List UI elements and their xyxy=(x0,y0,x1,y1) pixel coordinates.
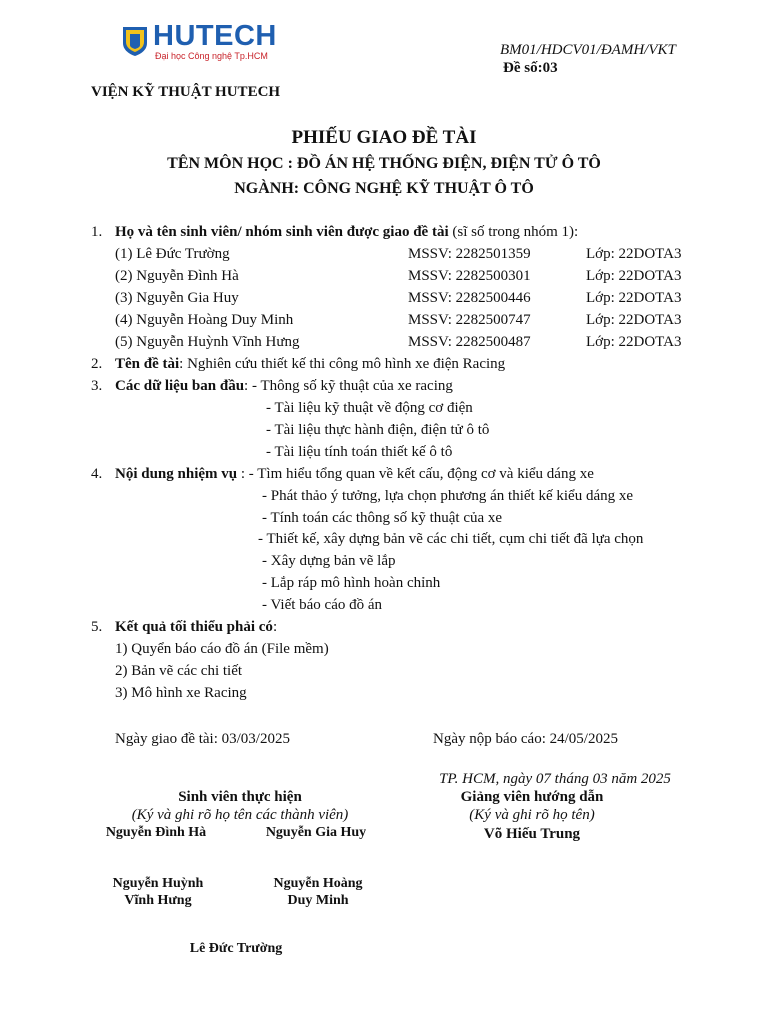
section-4-number: 4. xyxy=(91,466,103,482)
student-class: Lớp: 22DOTA3 xyxy=(586,246,682,262)
student-class: Lớp: 22DOTA3 xyxy=(586,312,682,328)
students-sign-title: Sinh viên thực hiện xyxy=(178,789,302,805)
student-class: Lớp: 22DOTA3 xyxy=(586,290,682,306)
course-line: TÊN MÔN HỌC : ĐỒ ÁN HỆ THỐNG ĐIỆN, ĐIỆN TỬ Ô TÔ xyxy=(167,155,601,172)
page-title: PHIẾU GIAO ĐỀ TÀI xyxy=(291,127,477,148)
section-4-item: - Lắp ráp mô hình hoàn chỉnh xyxy=(262,575,441,591)
section-4-item: - Xây dựng bản vẽ lắp xyxy=(262,553,396,569)
hutech-logo-icon xyxy=(121,25,149,57)
student-class: Lớp: 22DOTA3 xyxy=(586,268,682,284)
section-3-item: - Tài liệu tính toán thiết kế ô tô xyxy=(266,444,453,460)
major-line: NGÀNH: CÔNG NGHỆ KỸ THUẬT Ô TÔ xyxy=(234,180,534,197)
section-5-item: 3) Mô hình xe Racing xyxy=(115,685,247,701)
assigned-date: Ngày giao đề tài: 03/03/2025 xyxy=(115,731,290,747)
student-signature-name: Lê Đức Trường xyxy=(189,941,283,956)
section-5-number: 5. xyxy=(91,619,103,635)
student-mssv: MSSV: 2282500747 xyxy=(408,312,531,328)
lecturer-sign-note: (Ký và ghi rõ họ tên) xyxy=(469,807,595,823)
student-signature-name: Nguyễn Gia Huy xyxy=(265,825,367,840)
due-date: Ngày nộp báo cáo: 24/05/2025 xyxy=(433,731,618,747)
student-name: (3) Nguyễn Gia Huy xyxy=(115,290,239,306)
lecturer-name: Võ Hiếu Trung xyxy=(483,826,581,842)
section-4-heading: Nội dung nhiệm vụ : - Tìm hiểu tổng quan về kết cấu, động cơ và kiểu dáng xe xyxy=(115,466,594,482)
section-3-number: 3. xyxy=(91,378,103,394)
student-mssv: MSSV: 2282500301 xyxy=(408,268,531,284)
section-3-heading: Các dữ liệu ban đầu: - Thông số kỹ thuật của xe racing xyxy=(115,378,453,394)
lecturer-sign-title: Giảng viên hướng dẫn xyxy=(460,789,604,805)
student-class: Lớp: 22DOTA3 xyxy=(586,334,682,350)
section-5-item: 2) Bản vẽ các chi tiết xyxy=(115,663,243,679)
form-code: BM01/HDCV01/ĐAMH/VKT xyxy=(500,42,676,58)
student-mssv: MSSV: 2282500446 xyxy=(408,290,531,306)
student-mssv: MSSV: 2282500487 xyxy=(408,334,531,350)
student-name: (1) Lê Đức Trường xyxy=(115,246,230,262)
section-3-item: - Tài liệu kỹ thuật về động cơ điện xyxy=(266,400,473,416)
student-signature-name: Nguyễn Đình Hà xyxy=(105,825,207,840)
logo-tagline: Đại học Công nghệ Tp.HCM xyxy=(155,51,268,61)
section-2-number: 2. xyxy=(91,356,103,372)
institute-name: VIỆN KỸ THUẬT HUTECH xyxy=(91,84,281,100)
place-date: TP. HCM, ngày 07 tháng 03 năm 2025 xyxy=(439,771,671,787)
section-5-heading: Kết quả tối thiểu phải có: xyxy=(115,619,278,635)
section-4-item: - Phát thảo ý tưởng, lựa chọn phương án thiết kế kiểu dáng xe xyxy=(262,488,634,504)
section-2-topic: Tên đề tài: Nghiên cứu thiết kế thi công mô hình xe điện Racing xyxy=(115,356,506,372)
student-name: (5) Nguyễn Huỳnh Vĩnh Hưng xyxy=(115,334,300,350)
section-4-item: - Viết báo cáo đồ án xyxy=(262,597,383,613)
exam-number: Đề số:03 xyxy=(503,60,558,76)
logo-wordmark: HUTECH xyxy=(153,20,277,52)
student-signature-name: Nguyễn Huỳnh Vĩnh Hưng xyxy=(112,876,204,908)
student-name: (2) Nguyễn Đình Hà xyxy=(115,268,239,284)
section-1-number: 1. xyxy=(91,224,103,240)
section-3-item: - Tài liệu thực hành điện, điện tử ô tô xyxy=(266,422,490,438)
section-4-item: - Thiết kế, xây dựng bản vẽ các chi tiết, cụm chi tiết đã lựa chọn xyxy=(258,531,644,547)
student-signature-name: Nguyễn Hoàng Duy Minh xyxy=(273,876,363,908)
section-4-item: - Tính toán các thông số kỹ thuật của xe xyxy=(262,510,503,526)
section-1-heading: Họ và tên sinh viên/ nhóm sinh viên được giao đề tài (sĩ số trong nhóm 1): xyxy=(115,224,579,240)
student-name: (4) Nguyễn Hoàng Duy Minh xyxy=(115,312,294,328)
student-mssv: MSSV: 2282501359 xyxy=(408,246,531,262)
section-5-item: 1) Quyển báo cáo đồ án (File mềm) xyxy=(115,641,329,657)
students-sign-note: (Ký và ghi rõ họ tên các thành viên) xyxy=(131,807,349,823)
